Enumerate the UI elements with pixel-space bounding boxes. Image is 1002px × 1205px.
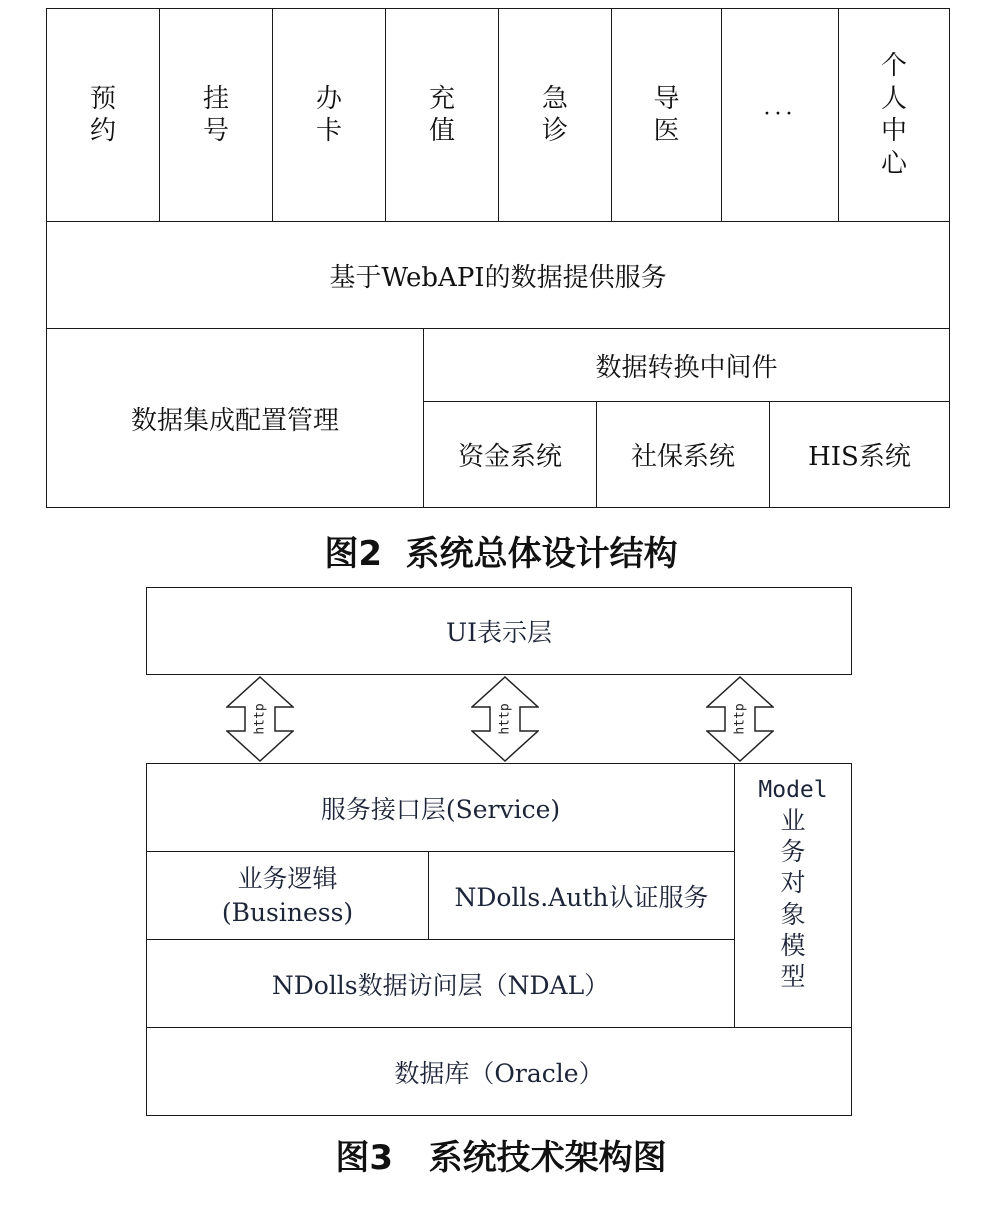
business-logic-label: 业务逻辑 (Business) (221, 863, 354, 927)
module-char: 充 (428, 83, 455, 114)
module-char: 号 (202, 116, 229, 146)
figure-3-caption: 图3 系统技术架构图 (335, 1138, 667, 1178)
module-char: 中 (880, 116, 907, 146)
system-label: HIS系统 (808, 442, 911, 472)
http-arrow-right (706, 676, 774, 762)
module-char: 急 (541, 83, 568, 114)
model-title: Model (758, 777, 828, 803)
system-funds (423, 401, 597, 508)
module-char: 值 (428, 116, 455, 146)
module-char: 预 (89, 83, 116, 114)
module-more (721, 8, 839, 222)
module-recharge (385, 8, 499, 222)
model-char: 对 (780, 868, 806, 898)
database-label: 数据库（Oracle） (394, 1058, 604, 1088)
system-label: 资金系统 (457, 442, 562, 472)
webapi-service-layer (46, 221, 950, 329)
http-label: http (252, 703, 268, 735)
module-char: 心 (880, 148, 907, 179)
module-registration (159, 8, 273, 222)
figure-2-caption: 图2 系统总体设计结构 (324, 534, 678, 574)
module-char: 个 (880, 51, 907, 81)
model-char: 业 (780, 805, 806, 835)
service-layer-label: 服务接口层(Service) (320, 794, 561, 824)
auth-service-label: NDolls.Auth认证服务 (454, 882, 709, 912)
http-label: http (497, 703, 513, 735)
integration-config-label: 数据集成配置管理 (130, 405, 339, 436)
auth-service-box (428, 851, 735, 940)
module-char: 办 (315, 83, 342, 114)
data-access-layer (146, 939, 735, 1028)
module-char: 卡 (315, 116, 342, 146)
model-char: 务 (780, 837, 806, 866)
module-guide (611, 8, 722, 222)
http-arrow-left (226, 676, 294, 762)
module-char: 导 (653, 83, 680, 114)
system-social-security (596, 401, 770, 508)
model-char: 模 (780, 930, 806, 960)
http-label: http (732, 703, 748, 735)
ui-layer-label: UI表示层 (446, 618, 552, 647)
module-card (272, 8, 386, 222)
http-arrow-middle (471, 676, 539, 762)
data-access-label: NDolls数据访问层（NDAL） (271, 970, 610, 1000)
webapi-service-label: 基于WebAPI的数据提供服务 (329, 262, 667, 293)
integration-config-box (46, 328, 424, 508)
module-char: 医 (653, 116, 680, 146)
database-layer (146, 1027, 852, 1116)
ui-layer (146, 587, 852, 675)
module-char: 诊 (541, 116, 568, 146)
business-logic-box (146, 851, 429, 940)
model-char: 型 (780, 962, 806, 991)
ellipsis: ··· (763, 102, 797, 128)
module-emergency (498, 8, 612, 222)
module-appointment (46, 8, 160, 222)
model-business-objects (734, 763, 852, 1028)
service-layer (146, 763, 735, 852)
module-char: 约 (89, 116, 116, 146)
middleware-label: 数据转换中间件 (595, 352, 778, 383)
module-char: 人 (880, 83, 907, 114)
system-his (769, 401, 950, 508)
middleware-box (423, 328, 950, 402)
model-char: 象 (780, 899, 806, 929)
module-personal-center (838, 8, 950, 222)
system-label: 社保系统 (630, 442, 735, 472)
module-char: 挂 (202, 83, 229, 114)
